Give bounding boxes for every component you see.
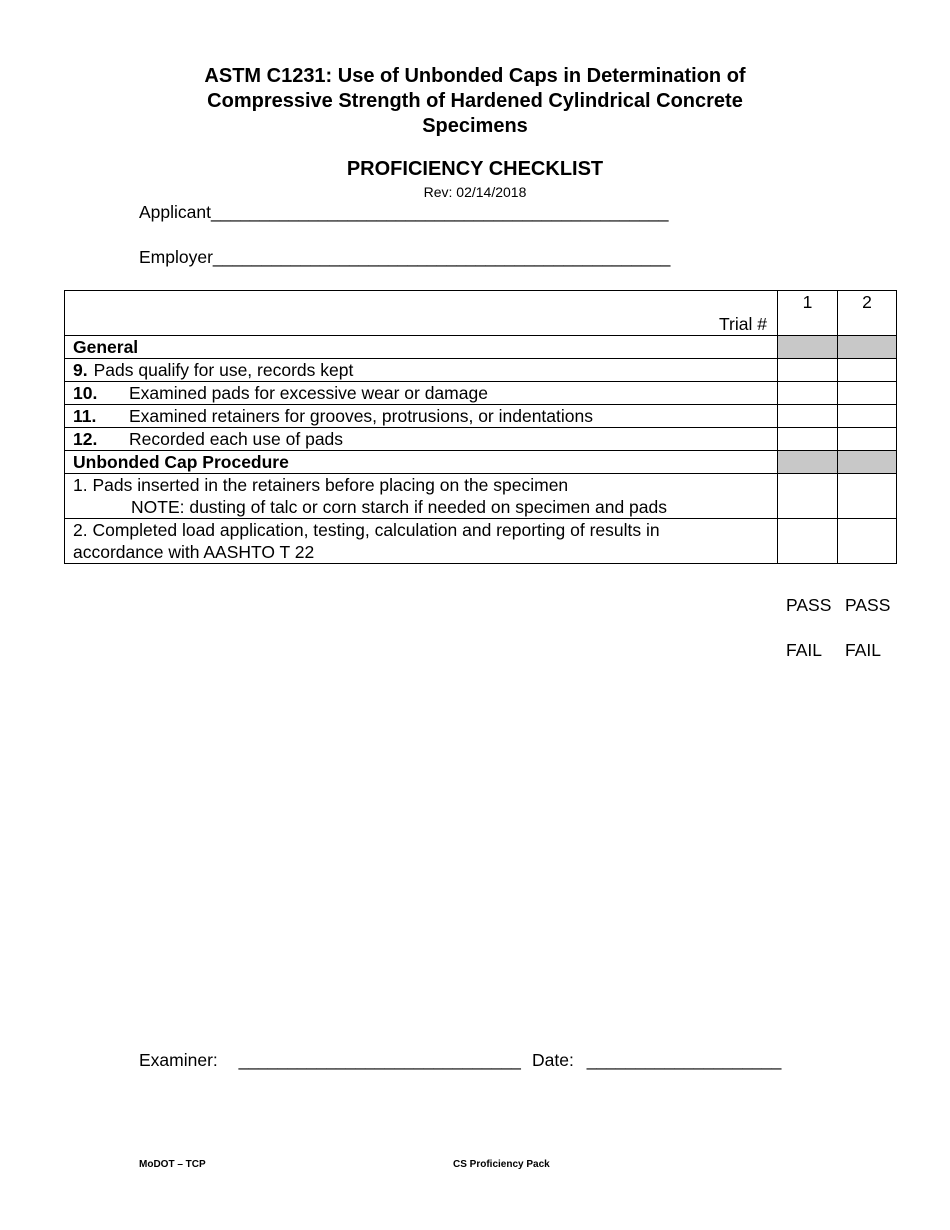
trial-header-row [65, 291, 897, 336]
applicant-field[interactable] [139, 202, 668, 223]
table-row [65, 382, 897, 405]
trial-1-checkbox[interactable] [778, 474, 838, 519]
employer-line[interactable]: _______________________________________________ [212, 247, 671, 267]
step-text: Recorded each use of pads [129, 429, 344, 449]
trial-1-checkbox[interactable] [778, 405, 838, 428]
step-number: 10. [73, 383, 98, 403]
step-number: 12. [73, 429, 98, 449]
step-text: 1. Pads inserted in the retainers before placing on the specimen [73, 475, 569, 495]
table-row [65, 359, 897, 382]
revision-date: Rev: 02/14/2018 [423, 184, 527, 200]
step-cell [65, 359, 778, 382]
step-number: 9. [73, 360, 88, 380]
section-general-label: General [65, 336, 778, 359]
date-label: Date: [532, 1050, 574, 1070]
trial-2-header: 2 [838, 291, 897, 336]
step-cell [65, 428, 778, 451]
date-line[interactable]: ____________________ [586, 1050, 782, 1070]
step-text: Examined retainers for grooves, protrusions, or indentations [129, 406, 593, 426]
checklist-table [64, 290, 897, 564]
step-number: 11. [73, 406, 97, 426]
step-cell [65, 519, 778, 564]
applicant-label: Applicant [139, 202, 211, 222]
trial-1-checkbox[interactable] [778, 382, 838, 405]
pass-trial-1[interactable]: PASS [786, 595, 832, 615]
step-note: NOTE: dusting of talc or corn starch if needed on specimen and pads [131, 497, 667, 517]
shaded-cell [838, 336, 897, 359]
section-row-general [65, 336, 897, 359]
table-row [65, 519, 897, 564]
applicant-line[interactable]: _______________________________________________ [211, 202, 669, 222]
footer-left: MoDOT – TCP [139, 1159, 206, 1170]
step-text: 2. Completed load application, testing, calculation and reporting of results in [73, 520, 660, 540]
step-cell [65, 382, 778, 405]
step-text: Examined pads for excessive wear or damage [129, 383, 488, 403]
employer-label: Employer [139, 247, 213, 267]
examiner-line[interactable]: _____________________________ [238, 1050, 521, 1070]
table-row [65, 474, 897, 519]
title-line-3: Specimens [422, 115, 528, 137]
trial-1-checkbox[interactable] [778, 428, 838, 451]
shaded-cell [778, 336, 838, 359]
trial-label-cell [65, 291, 778, 336]
examiner-label: Examiner: [139, 1050, 218, 1070]
trial-2-checkbox[interactable] [838, 382, 897, 405]
trial-2-checkbox[interactable] [838, 405, 897, 428]
fail-trial-1[interactable]: FAIL [786, 640, 822, 660]
examiner-field[interactable] [139, 1050, 521, 1071]
trial-1-checkbox[interactable] [778, 359, 838, 382]
table-row [65, 405, 897, 428]
section-row-procedure [65, 451, 897, 474]
trial-1-header: 1 [778, 291, 838, 336]
shaded-cell [778, 451, 838, 474]
footer-center: CS Proficiency Pack [453, 1159, 550, 1170]
shaded-cell [838, 451, 897, 474]
trial-label: Trial # [719, 314, 767, 334]
step-text-continued: accordance with AASHTO T 22 [73, 542, 315, 562]
employer-field[interactable] [139, 247, 670, 268]
trial-2-checkbox[interactable] [838, 359, 897, 382]
step-cell [65, 405, 778, 428]
step-cell [65, 474, 778, 519]
document-title [140, 64, 810, 139]
trial-1-checkbox[interactable] [778, 519, 838, 564]
pass-trial-2[interactable]: PASS [845, 595, 891, 615]
trial-2-checkbox[interactable] [838, 428, 897, 451]
trial-2-checkbox[interactable] [838, 519, 897, 564]
trial-2-checkbox[interactable] [838, 474, 897, 519]
fail-trial-2[interactable]: FAIL [845, 640, 881, 660]
checklist-heading: PROFICIENCY CHECKLIST [346, 158, 604, 180]
section-procedure-label: Unbonded Cap Procedure [65, 451, 778, 474]
table-row [65, 428, 897, 451]
date-field[interactable] [532, 1050, 781, 1071]
title-line-2: Compressive Strength of Hardened Cylindrical Concrete [207, 90, 743, 112]
step-text: Pads qualify for use, records kept [93, 360, 354, 380]
title-line-1: ASTM C1231: Use of Unbonded Caps in Determination of [204, 65, 746, 87]
